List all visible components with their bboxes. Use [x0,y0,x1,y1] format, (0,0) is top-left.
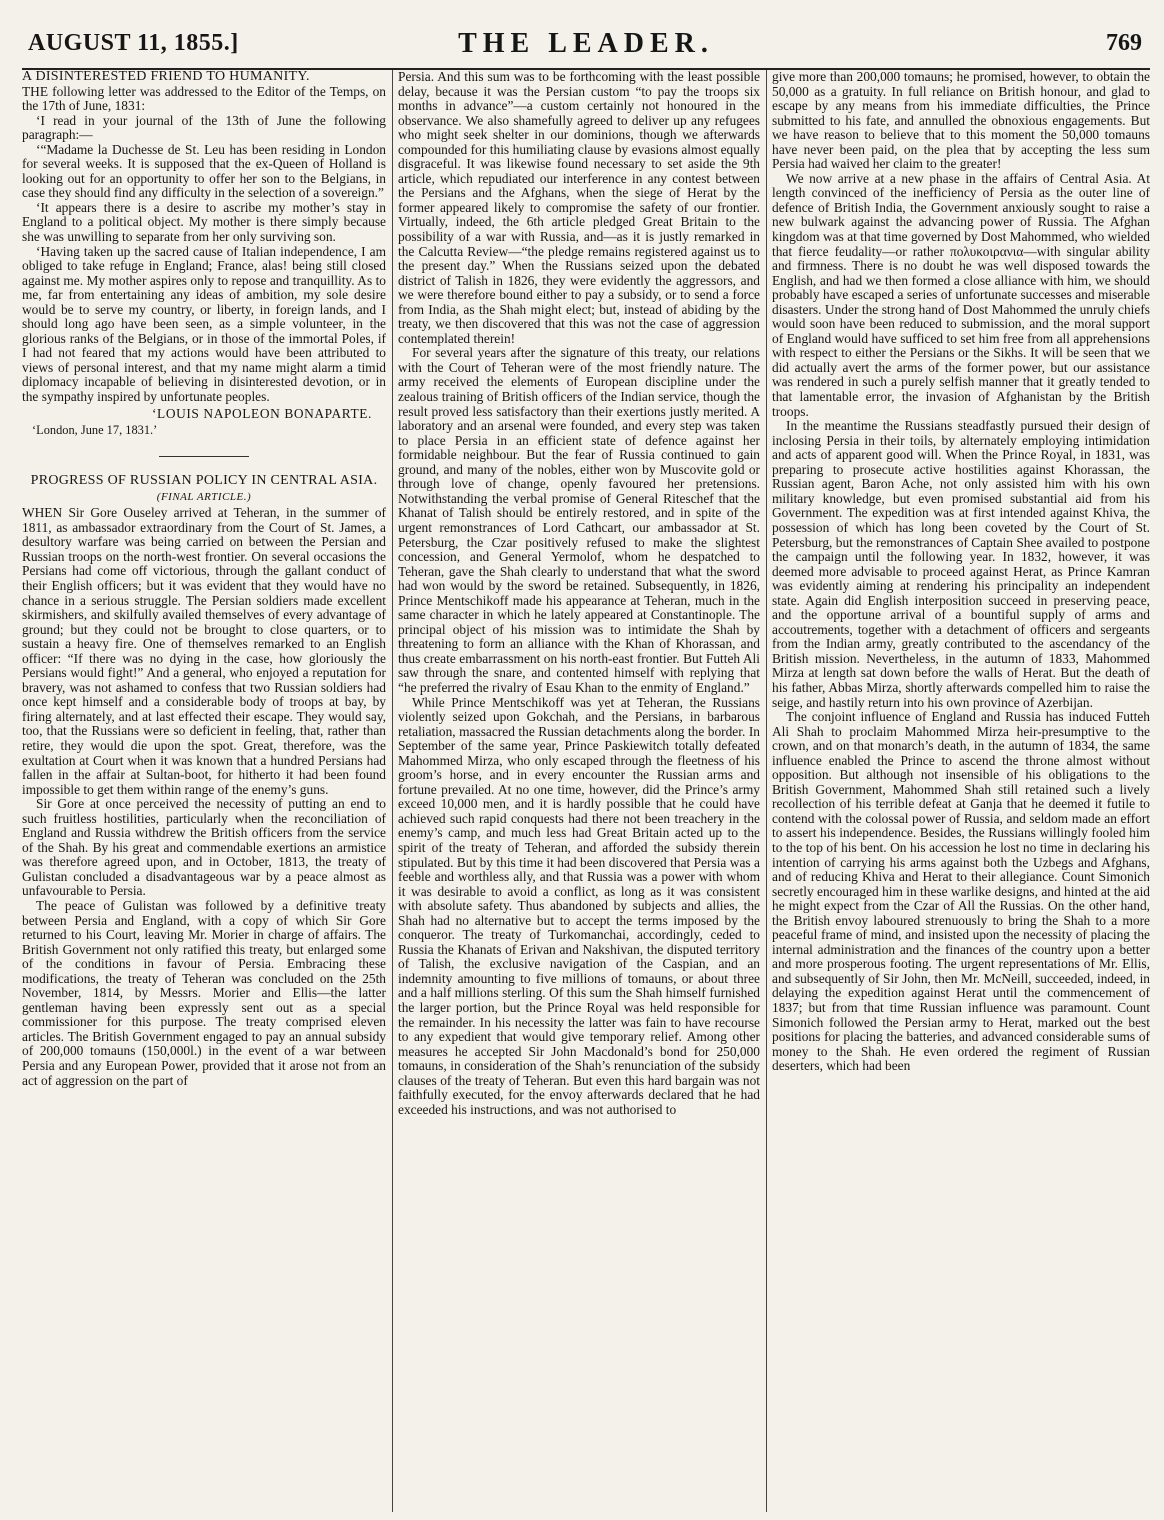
column-3 [772,70,1150,1512]
column-1 [22,70,386,1512]
letter-dateline: ‘London, June 17, 1831.’ [32,423,158,438]
article-paragraph: The peace of Gulistan was followed by a definitive treaty between Persia and England, with a copy of which Sir Gore returned to his Court, leaving Mr. Morier in charge of affairs. The British Government not only ratified this treaty, but enlarged some of the conditions in favour of Persia. Embracing these modifications, the treaty of Teheran was concluded on the 25th November, 1814, by Messrs. Morier and Ellis—the latter gentleman having been expressly sent out as a special commissioner for this purpose. The treaty comprised eleven articles. The British Government engaged to pay an annual subsidy of 200,000 tomauns (150,000l.) in the event of a war between Persia and any European Power, provided that it arose not from an act of aggression on the part of [22,897,386,1088]
newspaper-title: THE LEADER. [458,28,714,59]
article-subheading: (FINAL ARTICLE.) [156,490,252,503]
article-paragraph: The conjoint influence of England and Russia has induced Futteh Ali Shah to proclaim Mahommed Mirza heir-presumptive to the crown, and on that monarch’s death, in the autumn of 1834, the same influence enabled the Prince to ascend the throne almost without opposition. But although not insensible of his obligations to the British Government, Mahommed Shah still retained such a lively recollection of his terrible defeat at Ganja that he deemed it futile to contend with the colossal power of Russia, and seldom made an effort to assert his independence. Besides, the Russians willingly fooled him to the top of his bent. On his accession he lost no time in declaring his intention of carrying his arms against both the Uzbegs and Afghans, and of reducing Khiva and Herat to their allegiance. Count Simonich secretly encouraged him in these warlike designs, and hinted at the aid he might expect from the Czar of All the Russias. On the other hand, the British envoy laboured strenuously to bring the Shah to a more peaceful frame of mind, and insisted upon the necessity of placing the internal administration and the finances of the country upon a better and more prosperous footing. The urgent representations of Mr. Ellis, and subsequently of Sir John, then Mr. McNeill, succeeded, indeed, in delaying the expedition against Herat until the commencement of 1837; but from that time Russian influence was paramount. Count Simonich followed the Persian army to Herat, marked out the best positions for placing the batteries, and advanced considerable sums of money to the Shah. He even ordered the regiment of Russian deserters, which had been [772,709,1150,1074]
column-divider-1 [392,70,393,1512]
letter-paragraph: ‘It appears there is a desire to ascribe my mother’s stay in England to a political object. My mother is there simply because she was unwilling to separate from her only surviving son. [22,199,386,245]
article-heading: PROGRESS OF RUSSIAN POLICY IN CENTRAL ASIA. [30,472,378,488]
article-paragraph: give more than 200,000 tomauns; he promised, however, to obtain the 50,000 as a gratuity. In full reliance on British honour, and glad to escape by any means from his immediate difficulties, the Prince submitted to his fate, and annulled the obnoxious engagements. But we have reason to believe that to this moment the 50,000 tomauns have never been paid, on the plea that by accepting the less sum Persia had waived her claim to the greater! [772,70,1150,172]
article-paragraph: In the meantime the Russians steadfastly pursued their design of inclosing Persia in their toils, by alternately employing intimidation and acts of apparent good will. When the Prince Royal, in 1831, was preparing to prosecute active hostilities against Khorassan, the Russian agent, Baron Ache, not only assisted him with his own military knowledge, but even promised substantial aid from his Government. The expedition was at first intended against Khiva, the possession of which has long been coveted by the Court of St. Petersburg, but the remonstrances of Captain Shee availed to postpone the campaign until the following year. In 1832, however, it was deemed more advisable to proceed against Herat, as Prince Kamran was evidently aiming at rendering his principality an independent state. Again did English interposition succeed in preserving peace, and the opportune arrival of a bountiful supply of arms and accoutrements, together with a detachment of officers and sergeants from the Indian army, greatly contributed to the ascendancy of the British mission. Nevertheless, in the autumn of 1833, Mahommed Mirza at length sat down before the walls of Herat. But the death of his father, Abbas Mirza, shortly afterwards compelled him to raise the seige, and hastily return into his own province of Azerbijan. [772,418,1150,710]
column-2 [398,70,760,1512]
article-paragraph: For several years after the signature of this treaty, our relations with the Court of Teheran were of the most friendly nature. The army received the elements of European discipline under the zealous training of British officers of the Indian service, though the result proved less satisfactory than their exertions justly merited. A laboratory and an arsenal were founded, and every step was taken to place Persia in an efficient state of defence against her formidable neighbour. But the fear of Russia continued to gain ground, and many of the nobles, either won by Muscovite gold or through love of change, openly favoured her pretensions. Notwithstanding the verbal promise of General Riteschef that the Khanat of Talish should be entirely restored, and in spite of the urgent remonstrances of Lord Cathcart, our ambassador at St. Petersburg, the Czar positively refused to make the slightest concession, and General Yermolof, whom he despatched to Teheran, gave the Shah clearly to understand that what the sword had won would by the sword be retained. Subsequently, in 1826, Prince Mentschikoff made his appearance at Teheran, much in the same character in which he lately appeared at Constantinople. The principal object of his mission was to intimidate the Shah by threatening to form an alliance with the Khan of Khorassan, and thus create embarrassment on his north-east frontier. But Futteh Ali saw through the snare, and contented himself with replying that “he preferred the rivalry of Esau Khan to the enmity of England.” [398,345,760,695]
article-separator [159,456,249,457]
letter-paragraph: ‘“Madame la Duchesse de St. Leu has been residing in London for several weeks. It is supposed that the ex-Queen of Holland is looking out for an opportunity to offer her son to the Belgians, in case they should find any difficulty in the selection of a sovereign.” [22,141,386,201]
issue-date: AUGUST 11, 1855.] [28,30,239,56]
letter-intro: THE following letter was addressed to the Editor of the Temps, on the 17th of June, 1831: [22,83,386,114]
article-paragraph: We now arrive at a new phase in the affairs of Central Asia. At length convinced of the inefficiency of Persia as the outer line of defence of British India, the Government anxiously sought to raise a new bulwark against the advancing power of Russia. The Afghan kingdom was at that time governed by Dost Mahommed, who wielded that fierce feudality—or rather πολυκοιρανια—with singular ability and firmness. There is no doubt he was well disposed towards the English, and had we then formed a close alliance with him, we should probably have escaped a series of unfortunate successes and miserable disasters. Under the strong hand of Dost Mahommed the unruly chiefs would soon have been reduced to submission, and the moral support of England would have sufficed to set him free from all apprehensions with respect to either the Persians or the Sikhs. It will be seen that we did actually avert the arms of the former power, but our assistance was rendered in such a purely selfish manner that it greatly tended to that lamentable error, the invasion of Afghanistan by the British troops. [772,170,1150,419]
page-number: 769 [1106,30,1142,56]
letter-paragraph: ‘Having taken up the sacred cause of Italian independence, I am obliged to take refuge in England; France, alas! being still closed against me. My mother aspires only to repose and tranquillity. As to me, far from entertaining any ideas of ambition, my sole desire would be to serve my country, or liberty, in foreign lands, and I should long ago have been seen, as a simple volunteer, in the glorious ranks of the Belgians, or in those of the immortal Poles, if I had not feared that my actions would have been attributed to views of personal interest, and that my name might alarm a timid diplomacy incapable of believing in disinterested devotion, or in the sympathy inspired by unfortunate peoples. [22,243,386,405]
column-divider-2 [766,70,767,1512]
masthead [22,18,1150,62]
article-paragraph: Persia. And this sum was to be forthcoming with the least possible delay, because it was the Persian custom “to pay the troops six months in advance”—a custom certainly not honoured in the observance. We also shamefully agreed to deliver up any refugees who might seek shelter in our dominions, though we afterwards compounded for this humiliating clause by evasions almost equally disgraceful. It was likewise found necessary to set aside the 9th article, which repudiated our interference in any contest between the Persians and the Afghans, when the siege of Herat by the former appeared likely to compromise the safety of our frontier. Virtually, indeed, the 6th article pledged Great Britain to the possibility of a war with Russia, and—as it is justly remarked in the Calcutta Review—“the pledge remains registered against us to the present day.” When the Russians seized upon the debated district of Talish in 1826, they were evidently the aggressors, and we were therefore bound either to pay a subsidy, or to send a force from India, as the Shah might elect; but, instead of abiding by the treaty, we then discovered that this was not the case of aggression contemplated therein! [398,70,760,346]
letter-heading: A DISINTERESTED FRIEND TO HUMANITY. [22,70,310,84]
letter-signature: ‘LOUIS NAPOLEON BONAPARTE. [151,405,372,421]
letter-paragraph: ‘I read in your journal of the 13th of June the following paragraph:— [22,112,386,143]
article-paragraph: While Prince Mentschikoff was yet at Teheran, the Russians violently seized upon Gokchah, and the Persians, in barbarous retaliation, massacred the Russian detachments along the border. In September of the same year, Prince Paskiewitch totally defeated Mahommed Mirza, who only escaped through the fleetness of his groom’s horse, and in every encounter the Russian arms and fortune prevailed. At no one time, however, did the Prince’s army exceed 10,000 men, and it is hardly possible that he could have achieved such rapid conquests had there not been treachery in the enemy’s camp, and much less had Great Britain acted up to the spirit of the treaty of Teheran, and afforded the subsidy therein stipulated. But by this time it had been discovered that Persia was a feeble and worthless ally, and that Russia was a power with whom it was desirable to avoid a conflict, as long as it was consistent with absolute safety. Thus abandoned by subjects and allies, the Shah had no alternative but to accept the terms imposed by the conqueror. The treaty of Turkomanchai, accordingly, ceded to Russia the Khanats of Erivan and Nakshivan, the disputed territory of Talish, the exclusive navigation of the Caspian, and an indemnity amounting to five millions of tomauns, or about three and a half millions sterling. Of this sum the Shah himself furnished the larger portion, but the Prince Royal was held responsible for the remainder. In his necessity the latter was fain to have recourse to any expedient that would give temporary relief. Among other measures he accepted Sir John Macdonald’s bond for 250,000 tomauns, in consideration of the Shah’s renunciation of the subsidy clauses of the treaty of Teheran. But even this hard bargain was not faithfully executed, for the envoy afterwards declared that he had exceeded his instructions, and was not authorised to [398,694,760,1117]
article-paragraph: Sir Gore at once perceived the necessity of putting an end to such fruitless hostilities, particularly when the reconciliation of England and Russia withdrew the British officers from the service of the Shah. By his great and commendable exertions an armistice was therefore agreed upon, and in October, 1813, the treaty of Gulistan concluded a disadvantageous war by a peace almost as unfavourable to Persia. [22,796,386,899]
article-paragraph: WHEN Sir Gore Ouseley arrived at Teheran, in the summer of 1811, as ambassador extraordinary from the Court of St. James, a desultory warfare was being carried on between the Persian and Russian troops on the north-west frontier. On several occasions the Persians had come off victorious, through the gallant conduct of their English officers; but it was evident that they would have no chance in a serious struggle. The Persian soldiers made excellent skirmishers, and skilfully availed themselves of every advantage of ground; but they could not be brought to close quarters, or to sustain a heavy fire. One of themselves remarked to an English officer: “If there was no dying in the case, how gloriously the Persians would fight!” And a general, who enjoyed a reputation for bravery, was not ashamed to confess that two Russian soldiers had once kept himself and a considerable body of troops at bay, by firing alternately, and at last effected their escape. They would say, too, that the Russians were so deficient in feeling, that, rather than retire, they would die upon the spot. Great, therefore, was the exultation at Court when it was known that a hundred Persians had fallen in the affair at Sultan-boot, for hitherto it had been found impossible to get them within range of the enemy’s guns. [22,505,386,797]
text-columns [22,70,1150,1512]
